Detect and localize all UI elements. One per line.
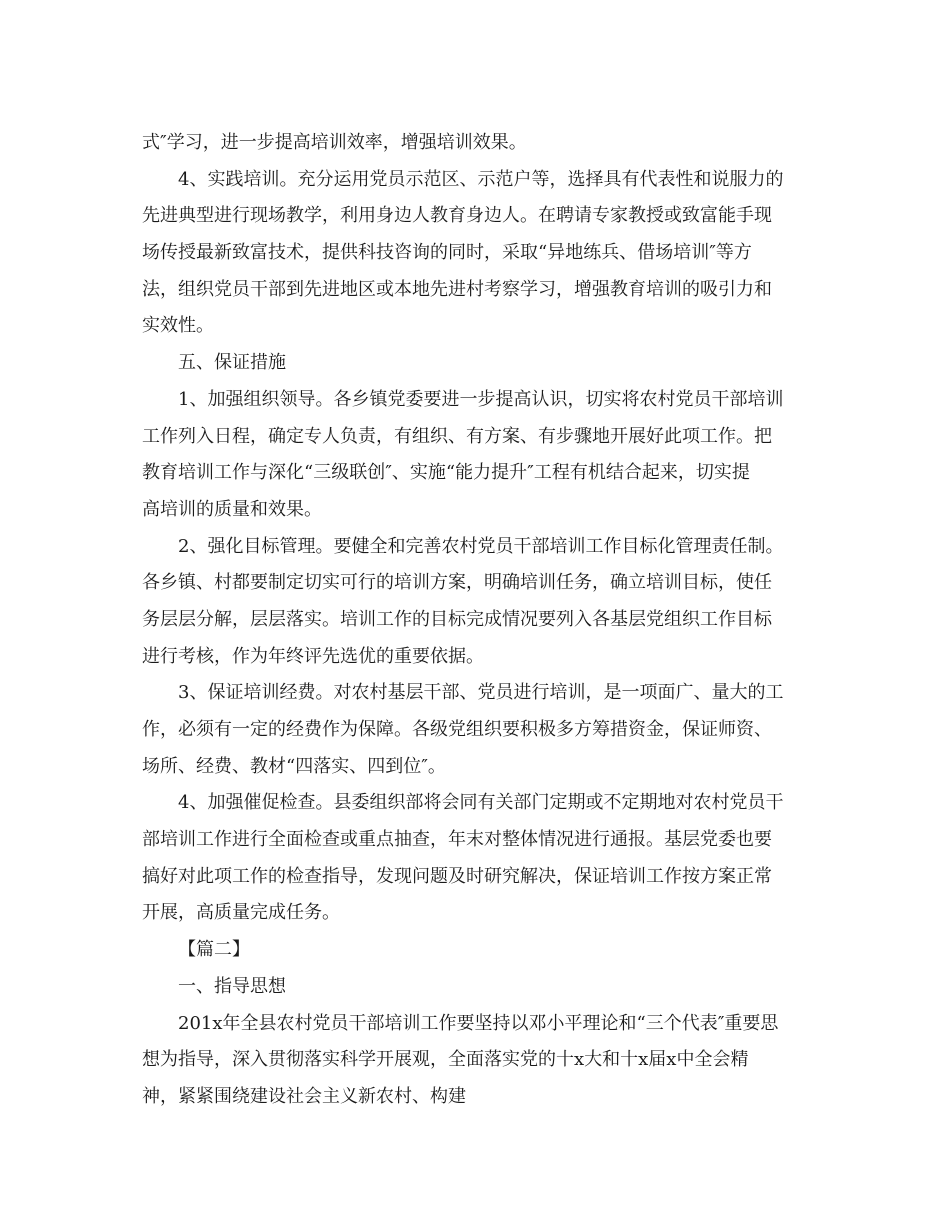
- text-line: 高培训的质量和效果。: [142, 498, 322, 520]
- text-line: 神，紧紧围绕建设社会主义新农村、构建: [142, 1085, 466, 1107]
- text-line: 各乡镇、村都要制定切实可行的培训方案，明确培训任务，确立培训目标，使任: [142, 572, 772, 594]
- text-line: 作，必须有一定的经费作为保障。各级党组织要积极多方筹措资金，保证师资、: [142, 719, 772, 740]
- document-body: [142, 125, 808, 1116]
- text-line: 4、实践培训。充分运用党员示范区、示范户等，选择具有代表性和说服力的: [178, 168, 784, 190]
- text-line: 4、加强催促检查。县委组织部将会同有关部门定期或不定期地对农村党员干: [178, 792, 784, 814]
- section-heading: 一、指导思想: [178, 975, 286, 997]
- text-line: 2、强化目标管理。要健全和完善农村党员干部培训工作目标化管理责任制。: [178, 535, 784, 557]
- part-heading: 【篇二】: [178, 939, 250, 961]
- text-line: 开展，高质量完成任务。: [142, 902, 340, 924]
- text-line: 务层层分解，层层落实。培训工作的目标完成情况要列入各基层党组织工作目标: [142, 608, 772, 630]
- text-line: 场传授最新致富技术，提供科技咨询的同时，采取“异地练兵、借场培训″等方: [142, 242, 752, 264]
- text-line: 想为指导，深入贯彻落实科学开展观，全面落实党的十x大和十x届x中全会精: [142, 1049, 749, 1071]
- text-line: 先进典型进行现场教学，利用身边人教育身边人。在聘请专家教授或致富能手现: [142, 205, 772, 227]
- text-line: 部培训工作进行全面检查或重点抽查，年末对整体情况进行通报。基层党委也要: [142, 829, 772, 851]
- text-line: 法，组织党员干部到先进地区或本地先进村考察学习，增强教育培训的吸引力和: [142, 278, 772, 300]
- text-line: 搞好对此项工作的检查指导，发现问题及时研究解决，保证培训工作按方案正常: [142, 865, 772, 887]
- text-line: 实效性。: [142, 315, 214, 337]
- text-line: 1、加强组织领导。各乡镇党委要进一步提高认识，切实将农村党员干部培训: [178, 388, 784, 410]
- section-heading: 五、保证措施: [178, 352, 286, 374]
- text-line: 式″学习，进一步提高培训效率，增强培训效果。: [142, 132, 527, 153]
- text-line: 进行考核，作为年终评先选优的重要依据。: [142, 645, 484, 667]
- text-line: 工作列入日程，确定专人负责，有组织、有方案、有步骤地开展好此项工作。把: [142, 425, 772, 447]
- text-line: 201x年全县农村党员干部培训工作要坚持以邓小平理论和“三个代表″重要思: [178, 1012, 779, 1034]
- text-line: 教育培训工作与深化“三级联创″、实施“能力提升″工程有机结合起来，切实提: [142, 462, 750, 484]
- text-line: 场所、经费、教材“四落实、四到位″。: [142, 755, 446, 777]
- text-line: 3、保证培训经费。对农村基层干部、党员进行培训，是一项面广、量大的工: [178, 682, 784, 704]
